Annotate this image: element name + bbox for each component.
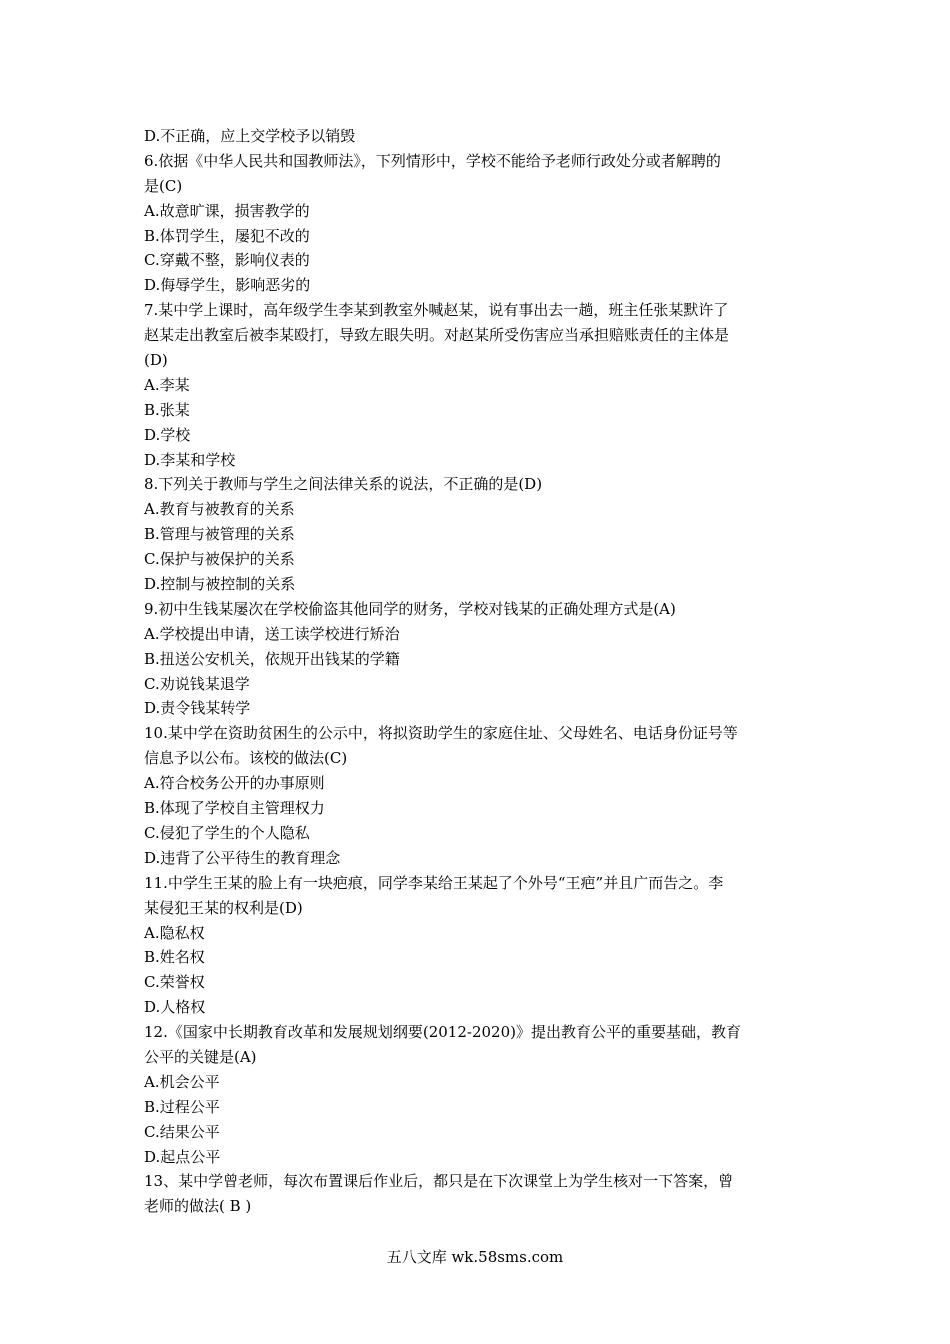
text-line: A.隐私权: [144, 923, 205, 942]
text-line: 信息予以公布。该校的做法(C): [144, 749, 348, 768]
text-line: C.保护与被保护的关系: [144, 550, 295, 569]
text-line: 7.某中学上课时，高年级学生李某到教室外喊赵某，说有事出去一趟，班主任张某默许了: [144, 301, 729, 320]
text-line: D.人格权: [144, 998, 206, 1017]
page-footer: 五八文库 wk.58sms.com: [386, 1248, 564, 1266]
text-line: 6.依据《中华人民共和国教师法》，下列情形中，学校不能给予老师行政处分或者解聘的: [144, 151, 721, 170]
text-line: D.侮辱学生，影响恶劣的: [144, 276, 311, 295]
text-line: (D): [144, 351, 168, 370]
text-line: C.荣誉权: [144, 973, 205, 992]
text-line: 8.下列关于教师与学生之间法律关系的说法，不正确的是(D): [144, 475, 543, 494]
text-line: A.故意旷课，损害教学的: [144, 201, 310, 220]
text-line: A.李某: [144, 375, 190, 394]
document-body: [144, 124, 808, 1219]
text-line: B.管理与被管理的关系: [144, 525, 295, 544]
text-line: B.张某: [144, 400, 190, 419]
text-line: 9.初中生钱某屡次在学校偷盗其他同学的财务，学校对钱某的正确处理方式是(A): [144, 599, 676, 618]
text-line: D.起点公平: [144, 1147, 221, 1166]
text-line: 13、某中学曾老师，每次布置课后作业后，都只是在下次课堂上为学生核对一下答案，曾: [144, 1172, 734, 1191]
text-line: D.学校: [144, 425, 191, 444]
text-line: A.符合校务公开的办事原则: [144, 774, 325, 793]
text-line: 赵某走出教室后被李某殴打，导致左眼失明。对赵某所受伤害应当承担赔账责任的主体是: [144, 326, 730, 345]
text-line: 11.中学生王某的脸上有一块疤痕，同学李某给王某起了个外号“王疤”并且广而告之。李: [144, 873, 724, 892]
text-line: D.不正确，应上交学校予以销毁: [144, 127, 356, 145]
text-line: D.控制与被控制的关系: [144, 575, 296, 594]
text-line: A.学校提出申请，送工读学校进行矫治: [144, 624, 400, 643]
text-line: 公平的关键是(A): [144, 1047, 257, 1066]
text-line: B.姓名权: [144, 948, 205, 967]
text-line: B.体现了学校自主管理权力: [144, 799, 325, 818]
text-line: 老师的做法( B ): [144, 1197, 252, 1216]
text-line: B.过程公平: [144, 1097, 220, 1116]
text-line: A.机会公平: [144, 1072, 220, 1091]
text-line: C.劝说钱某退学: [144, 674, 250, 693]
text-line: D.责令钱某转学: [144, 699, 251, 718]
text-line: 某侵犯王某的权利是(D): [144, 898, 303, 917]
text-line: B.扭送公安机关，依规开出钱某的学籍: [144, 649, 400, 668]
text-line: 10.某中学在资助贫困生的公示中，将拟资助学生的家庭住址、父母姓名、电话身份证号等: [144, 724, 738, 743]
text-line: B.体罚学生，屡犯不改的: [144, 226, 310, 245]
text-line: C.结果公平: [144, 1122, 220, 1141]
text-line: C.穿戴不整，影响仪表的: [144, 251, 310, 270]
text-line: D.违背了公平待生的教育理念: [144, 848, 341, 867]
text-line: C.侵犯了学生的个人隐私: [144, 823, 310, 842]
text-line: 12.《国家中长期教育改革和发展规划纲要(2012-2020)》提出教育公平的重要基础，教育: [144, 1023, 741, 1042]
text-line: A.教育与被教育的关系: [144, 500, 295, 519]
text-line: D.李某和学校: [144, 450, 236, 469]
text-line: 是(C): [144, 176, 183, 195]
